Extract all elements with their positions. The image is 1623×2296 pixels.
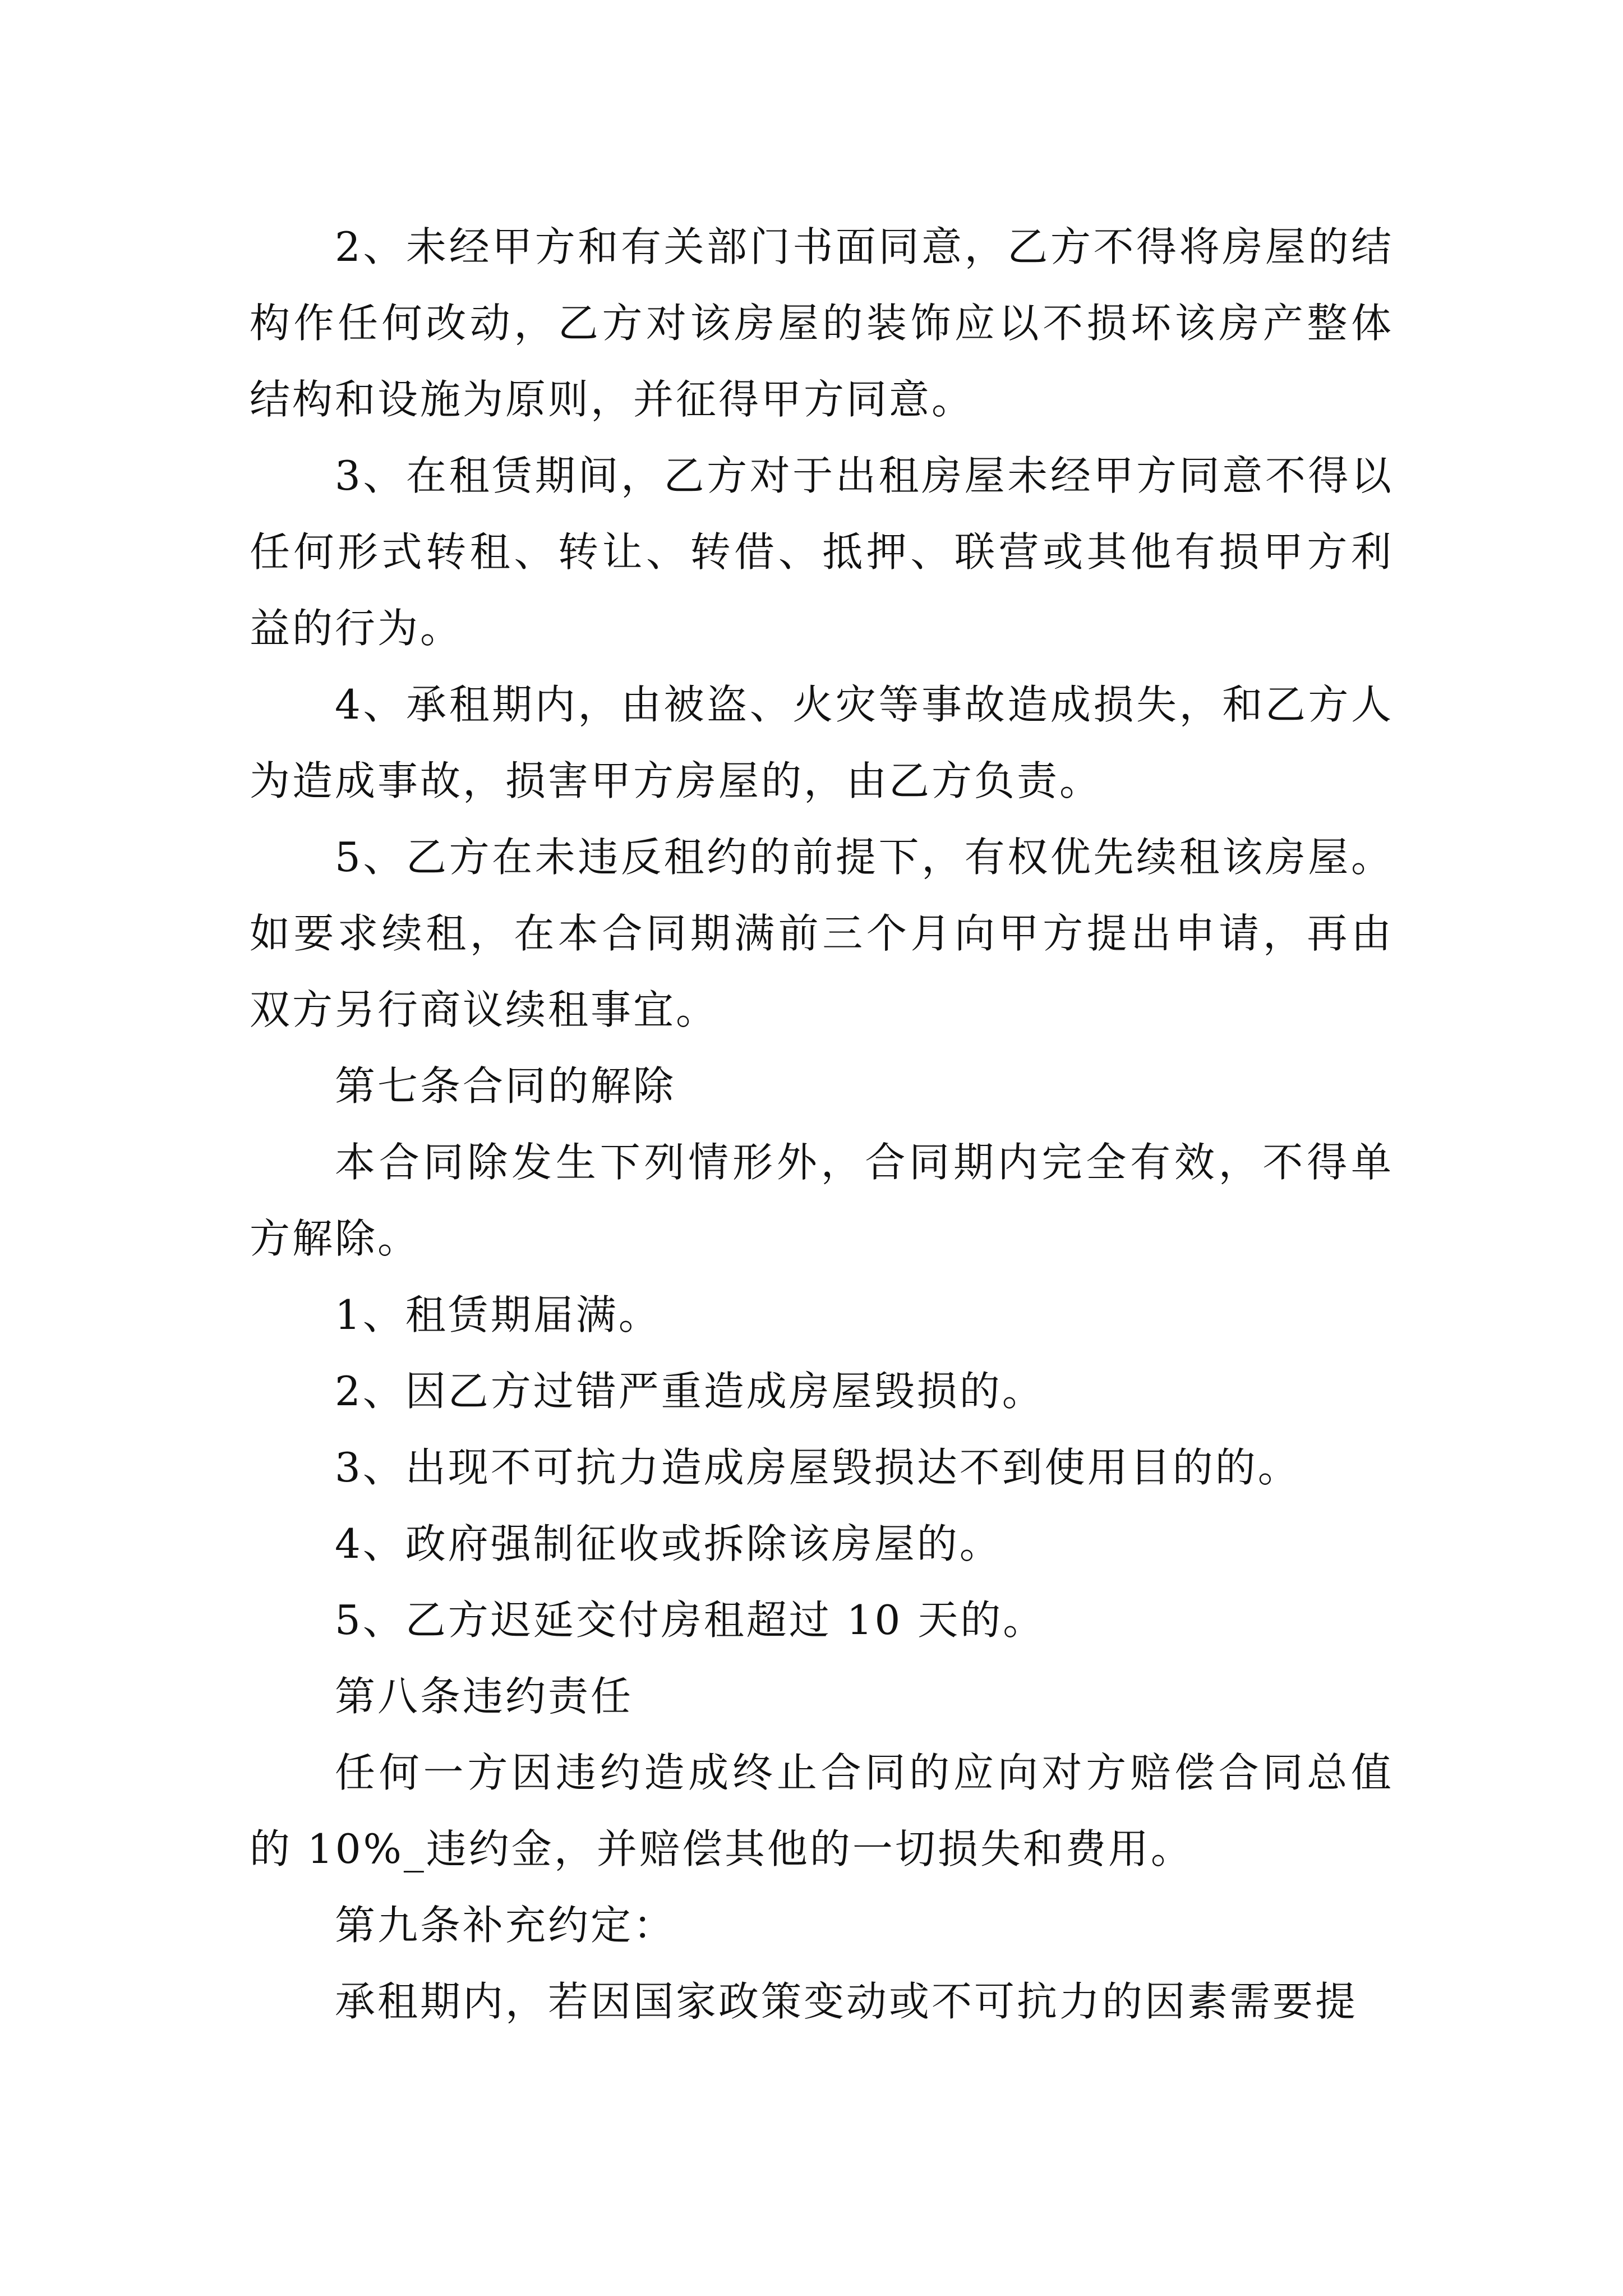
article-8-heading: 第八条违约责任: [335, 1673, 634, 1720]
article-7-intro: 本合同除发生下列情形外，合同期内完全有效，不得单方解除。: [250, 1139, 1394, 1262]
clause-3-subletting: 3、在租赁期间，乙方对于出租房屋未经甲方同意不得以任何形式转租、转让、转借、抵押、联营或其他有损甲方利益的行为。: [250, 452, 1394, 652]
termination-item-1: 1、租赁期届满。: [335, 1291, 661, 1338]
document-body: [250, 209, 1394, 2040]
article-9-body: 承租期内，若因国家政策变动或不可抗力的因素需要提: [335, 1978, 1358, 2025]
article-9-heading: 第九条补充约定：: [335, 1902, 676, 1949]
termination-item-5: 5、乙方迟延交付房租超过 10 天的。: [335, 1596, 1046, 1644]
clause-4-liability-for-loss: 4、承租期内，由被盗、火灾等事故造成损失，和乙方人为造成事故，损害甲方房屋的，由乙方负责。: [250, 681, 1394, 804]
termination-item-4: 4、政府强制征收或拆除该房屋的。: [335, 1520, 1002, 1567]
article-7-heading: 第七条合同的解除: [335, 1062, 676, 1110]
article-8-body: 任何一方因违约造成终止合同的应向对方赔偿合同总值的 10%_违约金，并赔偿其他的一切损失和费用。: [250, 1749, 1394, 1872]
clause-5-renewal-priority: 5、乙方在未违反租约的前提下，有权优先续租该房屋。如要求续租，在本合同期满前三个月向甲方提出申请，再由双方另行商议续租事宜。: [250, 834, 1394, 1033]
clause-2-alterations: 2、未经甲方和有关部门书面同意，乙方不得将房屋的结构作任何改动，乙方对该房屋的装饰应以不损坏该房产整体结构和设施为原则，并征得甲方同意。: [250, 223, 1394, 423]
termination-item-2: 2、因乙方过错严重造成房屋毁损的。: [335, 1368, 1045, 1415]
termination-item-3: 3、出现不可抗力造成房屋毁损达不到使用目的的。: [335, 1444, 1301, 1491]
